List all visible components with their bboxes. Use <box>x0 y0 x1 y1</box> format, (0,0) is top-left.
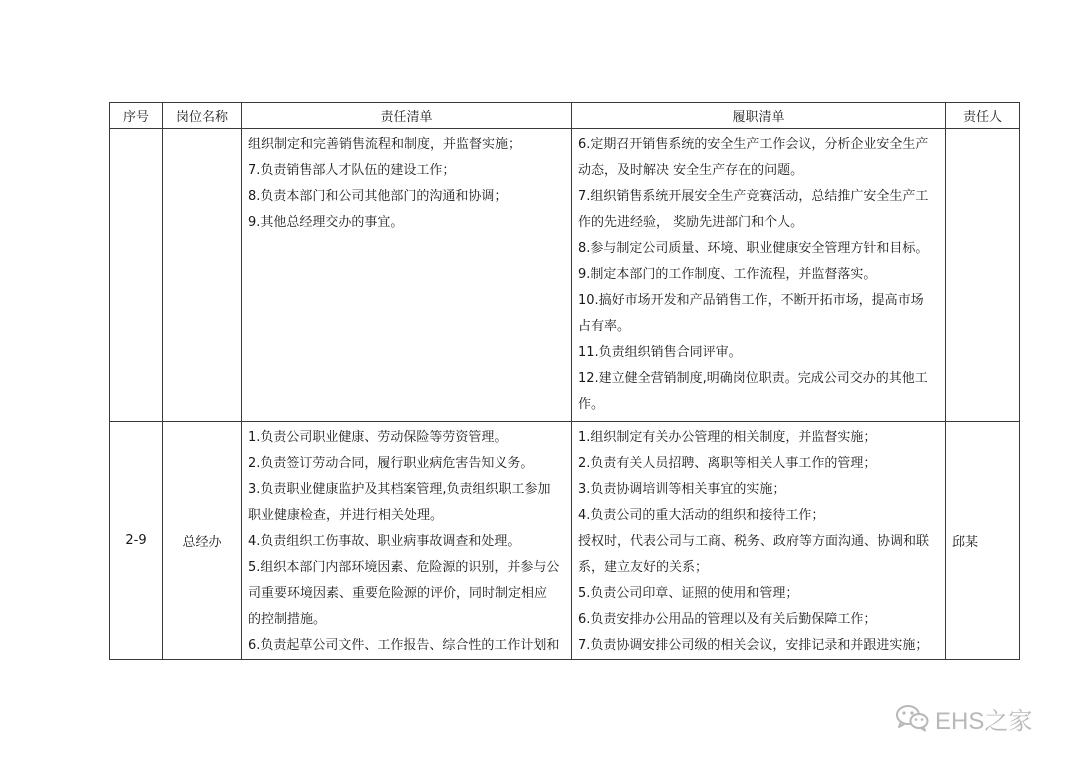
header-duties: 责任清单 <box>242 103 572 129</box>
text-line: 7.组织销售系统开展安全生产竞赛活动，总结推广安全生产工 <box>578 189 929 204</box>
text-line: 3.负责协调培训等相关事宜的实施； <box>578 482 786 497</box>
text-line: 4.负责公司的重大活动的组织和接待工作； <box>578 508 825 523</box>
performance-list <box>572 422 945 659</box>
text-line: 作。 <box>578 397 605 412</box>
cell-performance <box>572 129 946 422</box>
cell-position <box>163 129 242 422</box>
text-line: 5.组织本部门内部环境因素、危险源的识别，并参与公 <box>248 560 560 575</box>
watermark-text: EHS之家 <box>935 707 1033 735</box>
text-line: 6.负责安排办公用品的管理以及有关后勤保障工作； <box>578 612 877 627</box>
cell-owner <box>946 129 1020 422</box>
text-line: 11.负责组织销售合同评审。 <box>578 345 742 360</box>
text-line: 7.负责销售部人才队伍的建设工作； <box>248 163 456 178</box>
text-line: 8.参与制定公司质量、环境、职业健康安全管理方针和目标。 <box>578 241 929 256</box>
text-line: 动态，及时解决 安全生产存在的问题。 <box>578 163 804 178</box>
cell-owner: 邱某 <box>946 422 1020 660</box>
header-position: 岗位名称 <box>163 103 242 129</box>
text-line: 12.建立健全营销制度,明确岗位职责。完成公司交办的其他工 <box>578 371 928 386</box>
text-line: 1.负责公司职业健康、劳动保险等劳资管理。 <box>248 430 508 445</box>
wechat-icon <box>895 704 929 732</box>
performance-list <box>572 129 945 418</box>
text-line: 9.制定本部门的工作制度、工作流程，并监督落实。 <box>578 267 877 282</box>
text-line: 9.其他总经理交办的事宜。 <box>248 215 404 230</box>
watermark <box>895 700 1055 736</box>
text-line: 6.定期召开销售系统的安全生产工作会议，分析企业安全生产 <box>578 137 929 152</box>
cell-no: 2-9 <box>110 422 163 660</box>
table-row <box>110 129 1020 422</box>
text-line: 3.负责职业健康监护及其档案管理,负责组织职工参加 <box>248 482 551 497</box>
cell-position: 总经办 <box>163 422 242 660</box>
text-line: 1.组织制定有关办公管理的相关制度，并监督实施； <box>578 430 877 445</box>
text-line: 司重要环境因素、重要危险源的评价，同时制定相应 <box>248 586 548 601</box>
text-line: 10.搞好市场开发和产品销售工作，不断开拓市场，提高市场 <box>578 293 924 308</box>
cell-no <box>110 129 163 422</box>
table-header-row <box>110 103 1020 129</box>
header-owner: 责任人 <box>946 103 1020 129</box>
text-line: 4.负责组织工伤事故、职业病事故调查和处理。 <box>248 534 521 549</box>
header-no: 序号 <box>110 103 163 129</box>
duties-list <box>242 422 571 659</box>
text-line: 的控制措施。 <box>248 612 327 627</box>
responsibility-table <box>109 102 1020 660</box>
text-line: 2.负责签订劳动合同，履行职业病危害告知义务。 <box>248 456 534 471</box>
text-line: 作的先进经验， 奖励先进部门和个人。 <box>578 215 804 230</box>
text-line: 组织制定和完善销售流程和制度，并监督实施； <box>248 137 522 152</box>
duties-list <box>242 129 571 236</box>
cell-duties <box>242 129 572 422</box>
text-line: 8.负责本部门和公司其他部门的沟通和协调； <box>248 189 508 204</box>
text-line: 职业健康检查，并进行相关处理。 <box>248 508 444 523</box>
text-line: 授权时，代表公司与工商、税务、政府等方面沟通、协调和联 <box>578 534 930 549</box>
text-line: 5.负责公司印章、证照的使用和管理； <box>578 586 799 601</box>
text-line: 2.负责有关人员招聘、离职等相关人事工作的管理； <box>578 456 877 471</box>
header-performance: 履职清单 <box>572 103 946 129</box>
table-row <box>110 422 1020 660</box>
text-line: 系，建立友好的关系； <box>578 560 709 575</box>
text-line: 占有率。 <box>578 319 631 334</box>
cell-performance <box>572 422 946 660</box>
cell-duties <box>242 422 572 660</box>
text-line: 6.负责起草公司文件、工作报告、综合性的工作计划和 <box>248 638 560 653</box>
text-line: 7.负责协调安排公司级的相关会议，安排记录和并跟进实施； <box>578 638 929 653</box>
